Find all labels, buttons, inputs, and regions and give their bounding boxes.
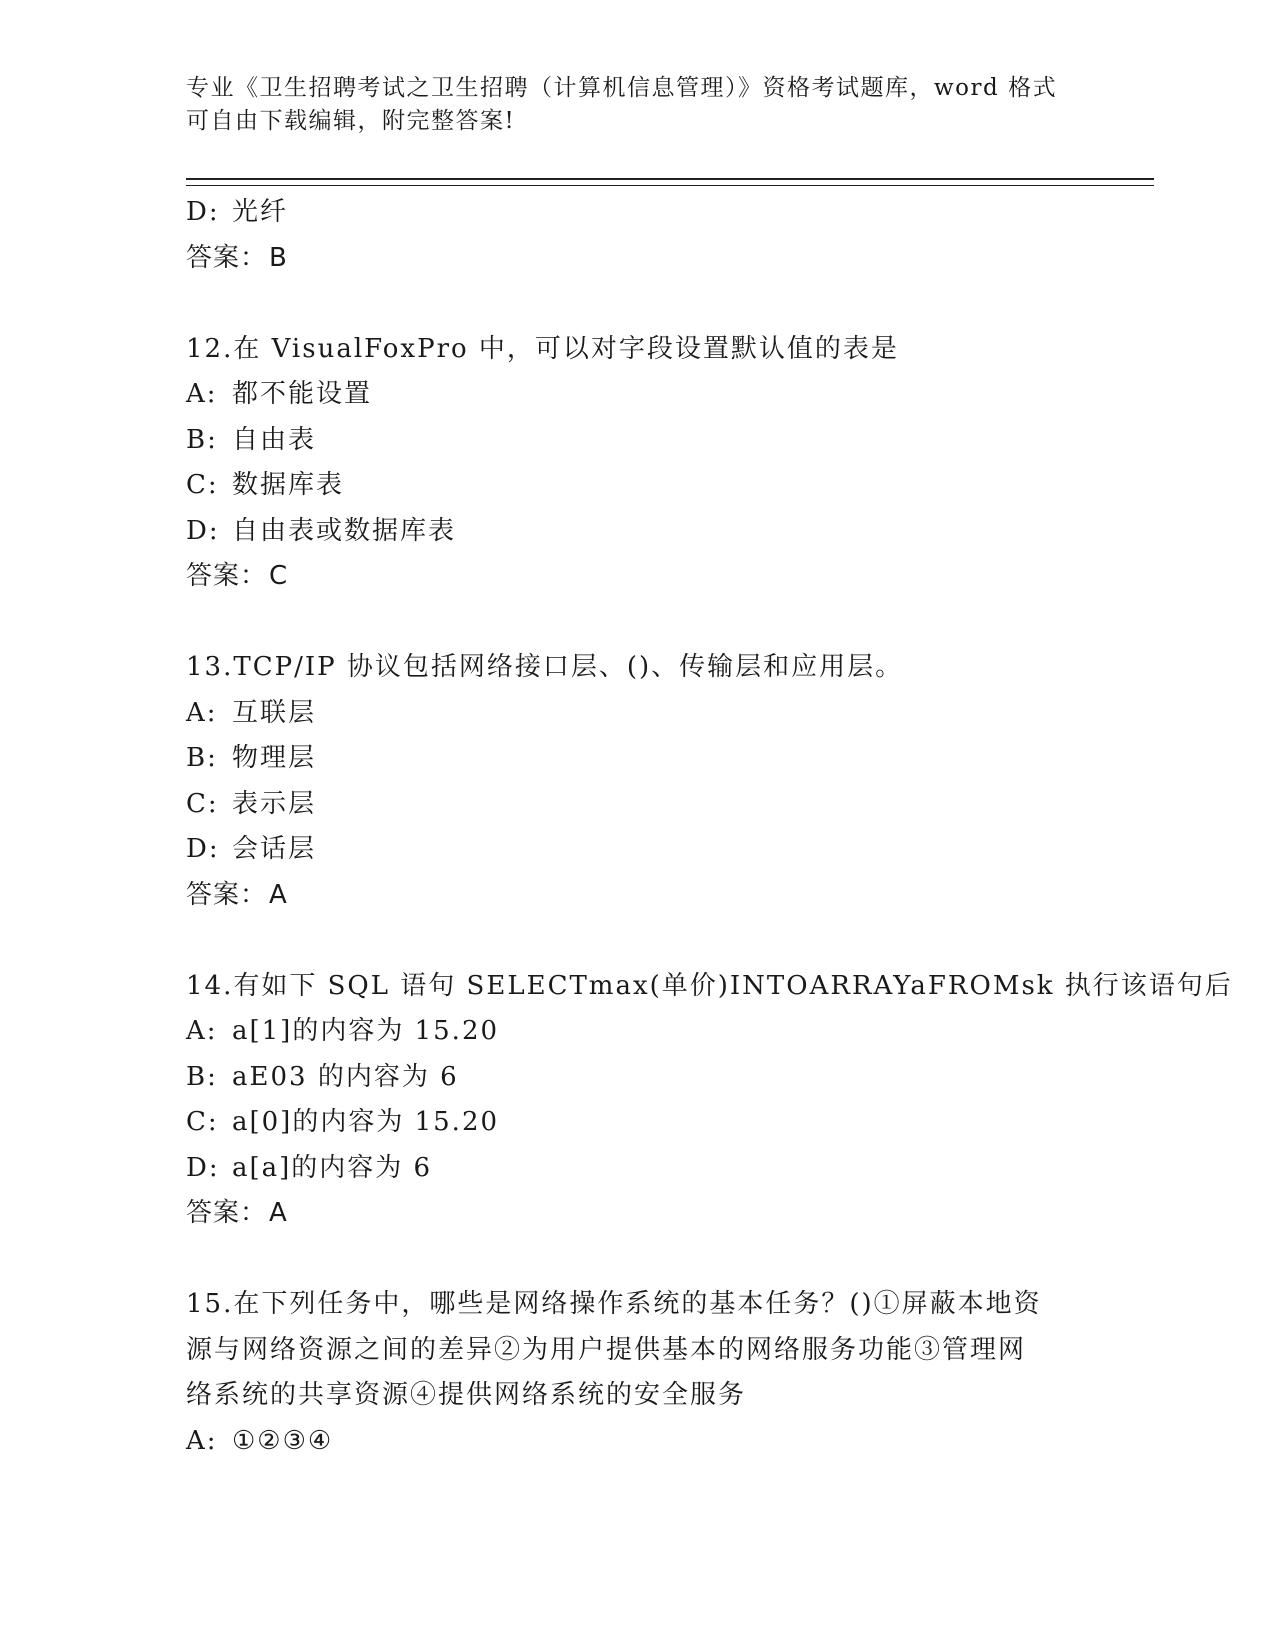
option-letter: A: <box>186 1016 218 1046</box>
option-text: ①②③④ <box>232 1425 334 1456</box>
answer-label: 答案： <box>186 561 268 591</box>
option-b <box>186 1055 1086 1101</box>
answer-line <box>186 554 1086 600</box>
option-text: 表示层 <box>232 788 317 819</box>
option-a <box>186 1009 1086 1055</box>
answer-label: 答案： <box>186 1198 268 1228</box>
option-text: 物理层 <box>232 743 317 773</box>
question-12-text: 12.在 VisualFoxPro 中，可以对字段设置默认值的表是 <box>186 333 899 364</box>
header-divider <box>186 178 1154 186</box>
answer-value: A <box>269 879 288 910</box>
page-header <box>186 72 1086 138</box>
option-d <box>186 190 1086 236</box>
answer-value: C <box>269 561 289 591</box>
answer-value: A <box>269 1198 288 1228</box>
option-letter: D: <box>186 834 220 864</box>
question-13-text: 13.TCP/IP 协议包括网络接口层、()、传输层和应用层。 <box>186 652 904 682</box>
option-c <box>186 1100 1086 1146</box>
option-text: 互联层 <box>232 697 317 728</box>
option-text: a[0]的内容为 15.20 <box>232 1107 500 1137</box>
question-15-text <box>186 1282 1086 1419</box>
option-letter: A: <box>186 379 218 409</box>
option-a <box>186 372 1086 418</box>
question-text-line: 络系统的共享资源④提供网络系统的安全服务 <box>186 1380 747 1410</box>
option-text: 光纤 <box>232 197 289 227</box>
option-text: 自由表或数据库表 <box>232 515 457 546</box>
question-14-text: 14.有如下 SQL 语句 SELECTmax(单价)INTOARRAYaFROMsk 执行该语句后 <box>186 970 1233 1001</box>
option-a <box>186 1419 1086 1465</box>
option-letter: C: <box>186 1107 219 1137</box>
option-letter: D: <box>186 515 220 546</box>
option-letter: C: <box>186 788 219 819</box>
option-text: 自由表 <box>232 424 317 455</box>
question-text-line: 源与网络资源之间的差异②为用户提供基本的网络服务功能③管理网 <box>186 1334 1027 1365</box>
option-text: a[1]的内容为 15.20 <box>232 1016 500 1046</box>
option-text: aE03 的内容为 6 <box>232 1061 459 1092</box>
option-b <box>186 736 1086 782</box>
option-letter: B: <box>186 743 218 773</box>
question-text-line: 15.在下列任务中，哪些是网络操作系统的基本任务？()①屏蔽本地资 <box>186 1289 1042 1319</box>
option-letter: A: <box>186 1425 218 1456</box>
header-line-1: 专业《卫生招聘考试之卫生招聘（计算机信息管理）》资格考试题库，word 格式 <box>186 75 1058 101</box>
option-letter: B: <box>186 1061 218 1092</box>
option-d <box>186 509 1086 555</box>
option-d <box>186 827 1086 873</box>
option-letter: C: <box>186 470 219 500</box>
option-d <box>186 1146 1086 1192</box>
answer-label: 答案： <box>186 242 268 273</box>
option-letter: D: <box>186 197 220 227</box>
answer-value: B <box>269 242 288 273</box>
option-letter: A: <box>186 697 218 728</box>
option-letter: D: <box>186 1152 220 1183</box>
option-a <box>186 691 1086 737</box>
answer-line <box>186 1191 1086 1237</box>
option-c <box>186 463 1086 509</box>
answer-line <box>186 236 1086 282</box>
option-text: 都不能设置 <box>232 379 373 409</box>
option-b <box>186 418 1086 464</box>
option-text: a[a]的内容为 6 <box>232 1152 433 1183</box>
document-body <box>186 190 1233 1464</box>
header-line-2: 可自由下载编辑，附完整答案! <box>186 108 516 134</box>
option-c <box>186 782 1086 828</box>
option-text: 数据库表 <box>232 470 345 500</box>
answer-line <box>186 873 1086 919</box>
answer-label: 答案： <box>186 879 268 910</box>
option-letter: B: <box>186 424 218 455</box>
option-text: 会话层 <box>232 834 317 864</box>
